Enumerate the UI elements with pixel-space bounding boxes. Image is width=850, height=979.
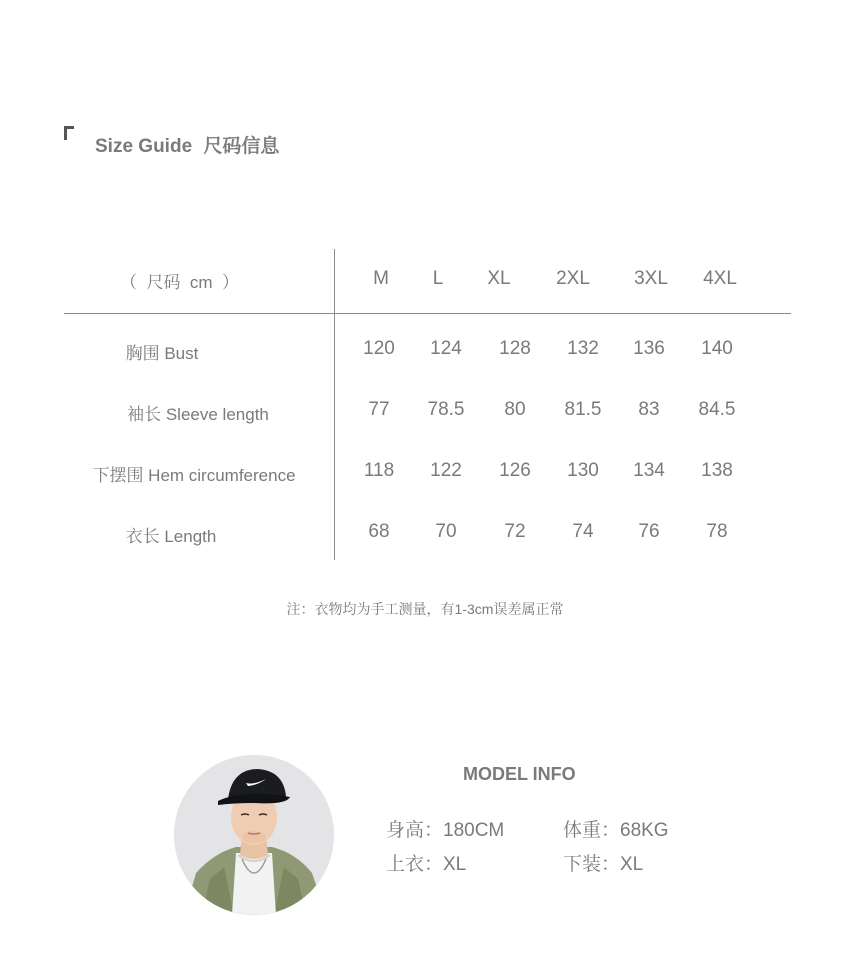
corner-bracket-icon <box>64 126 74 140</box>
unit-label: （ 尺码 cm ） <box>120 273 239 292</box>
table-cell: 77 <box>368 399 390 420</box>
title-cn: 尺码信息 <box>203 136 280 157</box>
table-cell: 81.5 <box>564 399 602 420</box>
table-vertical-divider <box>334 249 335 560</box>
table-cell: 120 <box>363 338 395 359</box>
table-cell: 134 <box>633 460 665 481</box>
size-header-m: M <box>373 268 389 289</box>
model-illustration <box>174 755 334 915</box>
table-cell: 126 <box>499 460 531 481</box>
table-cell: 130 <box>567 460 599 481</box>
row-label-length: 衣长 Length <box>125 527 217 546</box>
model-info-title: MODEL INFO <box>463 764 576 784</box>
table-horizontal-divider <box>64 313 791 314</box>
table-cell: 70 <box>435 521 457 542</box>
table-cell: 74 <box>572 521 594 542</box>
table-cell: 80 <box>504 399 526 420</box>
size-header-xl: XL <box>487 268 511 289</box>
model-bottom-size: 下装：XL <box>563 854 644 875</box>
size-header-2xl: 2XL <box>556 268 590 289</box>
model-top-size: 上衣：XL <box>386 854 467 875</box>
model-height: 身高：180CM <box>386 820 505 841</box>
table-cell: 128 <box>499 338 531 359</box>
size-header-4xl: 4XL <box>703 268 737 289</box>
model-weight: 体重：68KG <box>563 820 669 841</box>
table-cell: 78.5 <box>427 399 465 420</box>
table-cell: 68 <box>368 521 390 542</box>
table-cell: 138 <box>701 460 733 481</box>
table-cell: 76 <box>638 521 660 542</box>
table-cell: 124 <box>430 338 462 359</box>
table-cell: 83 <box>638 399 660 420</box>
title-en: Size Guide <box>95 136 193 157</box>
size-header-3xl: 3XL <box>634 268 668 289</box>
size-header-l: L <box>432 268 444 289</box>
table-cell: 136 <box>633 338 665 359</box>
table-cell: 118 <box>363 460 395 481</box>
table-cell: 132 <box>567 338 599 359</box>
row-label-bust: 胸围 Bust <box>125 344 199 363</box>
table-cell: 122 <box>430 460 462 481</box>
table-cell: 140 <box>701 338 733 359</box>
row-label-hem: 下摆围 Hem circumference <box>92 466 296 485</box>
page-title <box>95 131 279 158</box>
measurement-note: 注：衣物均为手工测量，有1-3cm误差属正常 <box>286 601 564 617</box>
table-cell: 72 <box>504 521 526 542</box>
model-photo <box>174 755 334 915</box>
row-label-sleeve: 袖长 Sleeve length <box>127 405 269 424</box>
table-cell: 84.5 <box>698 399 736 420</box>
table-cell: 78 <box>706 521 728 542</box>
